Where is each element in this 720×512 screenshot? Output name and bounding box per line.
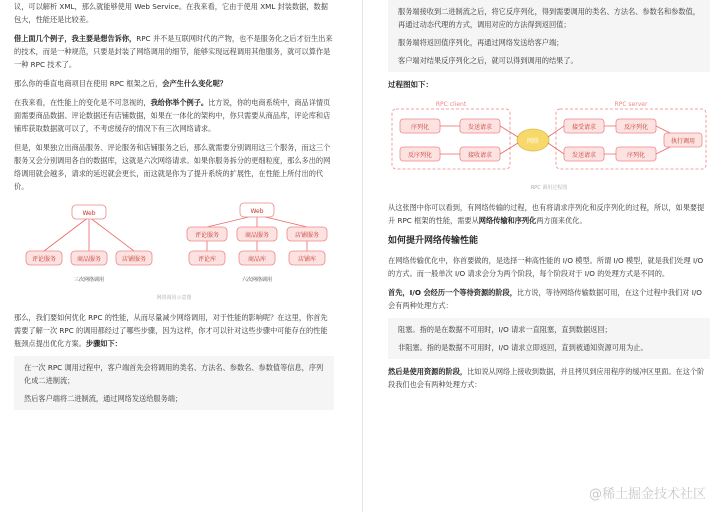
diagram-label: 三次网络调用 (73, 277, 105, 283)
bold-text: 我给你举个例子。 (150, 98, 209, 107)
text: 那么，我们要如何优化 RPC 的性能，从而尽量减少网络调用，对于性能的影响呢？在这里，你首先需要了解一次 RPC 的调用都经过了哪些步骤，因为这样，你才可以针对这些步骤中可能存在的性能瓶颈点提出优化方案。 (14, 313, 328, 348)
network-call-diagram (14, 199, 334, 307)
rpc-process-diagram (388, 97, 710, 197)
node-label: Web (250, 208, 264, 215)
quote-line: 阻塞。指的是在数据不可用时，I/O 请求一直阻塞，直到数据返回； (398, 325, 612, 334)
node-label: 序列化 (626, 152, 646, 159)
edge (44, 217, 134, 251)
paragraph (14, 311, 334, 350)
right-column (388, 0, 710, 397)
io-mode-quote (388, 318, 710, 359)
node-label: 执行调用 (670, 138, 696, 145)
paragraph: 议，可以解析 XML，那么就能够使用 Web Service。在我来看，它由于使用 XML 封装数据，数据包大，性能还是比较差。 (14, 2, 328, 24)
section-title: 如何提升网络传输性能 (388, 236, 479, 246)
bold-text: 然后是使用资源的阶段， (388, 367, 468, 376)
network-label: 网络 (526, 138, 540, 145)
rpc-process-figure (388, 97, 710, 201)
paragraph (388, 201, 710, 227)
paragraph: 在网络传输优化中，你首要做的，是选择一种高性能的 I/O 模型。所谓 I/O 模型，就是我们处理 I/O 的方式。而一般单次 I/O 请求会分为两个阶段，每个阶段对于 I/O 的处理方式是不同的。 (388, 256, 704, 278)
paragraph (14, 77, 334, 90)
node-label: 反序列化 (623, 124, 649, 131)
bold-text: 首先，I/O 会经历一个等待资源的阶段， (388, 288, 517, 297)
paragraph: 但是，如果独立出商品服务、评论服务和店铺服务之后，那么就需要分别调用这三个服务，而这三个服务又会分别调用各自的数据库，这就是六次网络请求。如果你服务拆分的更细粒度，那么多出的网络调用就会越多，请求的延迟就会更长，而这就是你为了提升系统的扩展性，在性能上所付出的代价。 (14, 143, 331, 191)
diagram-label: 六次网络调用 (241, 277, 273, 283)
node-label: 接受请求 (571, 124, 597, 131)
paragraph (388, 365, 710, 391)
node-label: 接收请求 (467, 152, 493, 159)
bold-text: 步骤如下： (85, 339, 122, 348)
quote-line: 非阻塞。指的是数据不可用时，I/O 请求立即返回，直到被通知资源可用为止。 (398, 343, 648, 352)
figure-caption: RPC 调用过程图 (530, 185, 568, 191)
quote-line: 在一次 RPC 调用过程中，客户端首先会将调用的类名、方法名、参数名、参数值等信息，序列化成二进制流； (24, 363, 324, 385)
network-call-figure (14, 199, 334, 311)
steps-quote (388, 0, 710, 72)
text: 比方说，你的电商系统中，商品详情页面需要商品数据、评论数据还有店铺数据，如果在一体化的架构中，你只需要从商品库，评论库和店铺库获取数据就可以了，不考虑缓存的情况下有三次网络请求。 (14, 98, 331, 133)
node-label: 发送请求 (467, 124, 493, 131)
server-label: RPC server (614, 101, 648, 108)
bold-text: 网络传输和序列化 (478, 216, 537, 225)
quote-line: 服务端接收到二进制流之后，将它反序列化，得到需要调用的类名、方法名、参数名和参数值，再通过动态代理的方式，调用对应的方法得到返回值； (398, 7, 700, 29)
paragraph (14, 32, 334, 71)
process-title: 过程图如下： (388, 80, 433, 89)
node-label: 评论服务 (31, 256, 57, 263)
node-label: 发送请求 (571, 152, 597, 159)
column-divider (362, 0, 363, 512)
quote-line: 客户端对结果反序列化之后，就可以得到调用的结果了。 (398, 56, 578, 65)
text: 从这张图中你可以看到，有网络传输的过程，也有将请求序列化和反序列化的过程，所以，如果要提升 RPC 框架的性能，需要从 (388, 203, 705, 225)
node-label: 序列化 (410, 124, 430, 131)
text: 那么你的垂直电商项目在使用 RPC 框架之后， (14, 79, 163, 88)
quote-line: 服务端将返回值序列化，再通过网络发送给客户端； (398, 38, 564, 47)
node-label: 反序列化 (407, 152, 433, 159)
left-column (14, 0, 334, 416)
node-label: 商品服务 (76, 256, 102, 263)
node-label: 商品库 (247, 256, 267, 263)
quote-line: 然后客户端将二进制流，通过网络发送给服务端； (24, 394, 183, 403)
node-label: 店铺服务 (121, 256, 147, 263)
node-label: 评论库 (197, 256, 217, 263)
node-label: 店铺库 (297, 256, 317, 263)
node-label: 评论服务 (194, 232, 220, 239)
text: 在我来看，在性能上的变化是不可忽视的， (14, 98, 151, 107)
bold-text: 借上面几个例子，我主要是想告诉你， (14, 34, 137, 43)
text: 比如说从网络上接收到数据，并且拷贝到应用程序的缓冲区里面。在这个阶段我们也会有两种处理方式： (388, 367, 705, 389)
text: 比方说，等待网络传输数据可用，在这个过程中我们对 I/O 会有两种处理方式： (388, 288, 702, 310)
paragraph (14, 96, 334, 135)
steps-quote (14, 356, 334, 410)
watermark: @稀土掘金技术社区 (588, 487, 706, 502)
text: 两方面来优化。 (536, 216, 587, 225)
node-label: 商品服务 (244, 232, 270, 239)
text: RPC 并不是互联网时代的产物，也不是服务化之后才衍生出来的技术，而是一种规范，只要是封装了网络调用的细节，能够实现远程调用其他服务，就可以算作是一种 RPC 技术了。 (14, 34, 333, 69)
paragraph (388, 286, 710, 312)
figure-caption: 网络调用示意图 (156, 295, 192, 301)
node-label: Web (82, 210, 96, 217)
bold-text: 会产生什么变化呢？ (162, 79, 227, 88)
client-label: RPC client (435, 101, 467, 108)
node-label: 店铺服务 (294, 232, 320, 239)
